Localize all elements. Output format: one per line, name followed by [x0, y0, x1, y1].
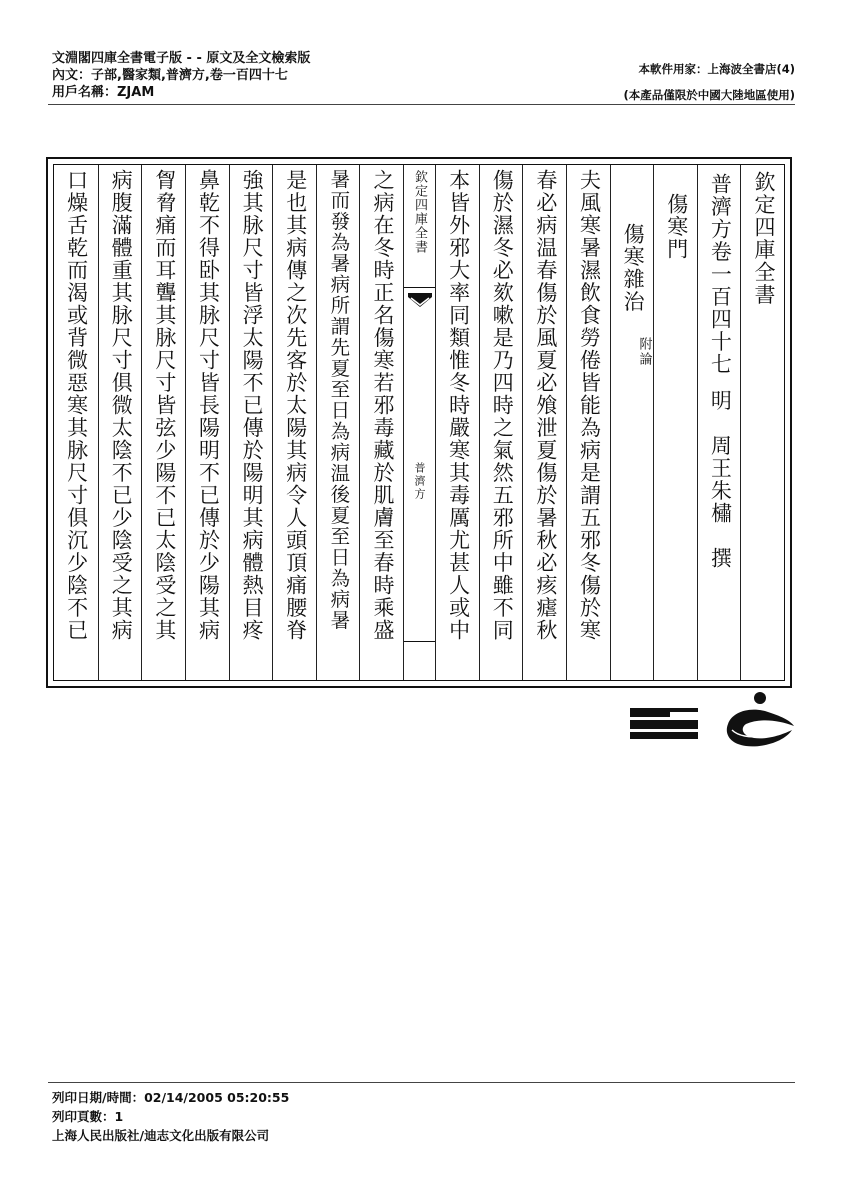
footer-info [52, 1088, 289, 1145]
banner-divider-bottom [404, 641, 435, 642]
header-info [52, 50, 310, 101]
section-column [653, 165, 697, 680]
banner-title: 欽定四庫全書 [412, 170, 427, 254]
column-text: 暑而發為暑病所謂先夏至日為病温後夏至日為病暑 [327, 169, 351, 631]
banner-book-name: 普濟方 [413, 462, 426, 501]
volume-title [698, 173, 742, 570]
logo-bars-icon [630, 708, 698, 739]
volume-name: 普濟方卷一百四十七 [708, 173, 733, 376]
column-text: 春必病温春傷於風夏必飧泄夏傷於暑秋必痎瘧秋 [533, 169, 558, 642]
subsection-column [610, 165, 654, 680]
column-text: 病腹滿體重其脉尺寸俱微太陰不已少陰受之其病 [109, 169, 134, 642]
header-license [623, 56, 795, 108]
book-title: 欽定四庫全書 [752, 171, 776, 306]
column-text: 本皆外邪大率同類惟冬時嚴寒其毒厲尤甚人或中 [446, 169, 471, 642]
header-licensee: 本軟件用家：上海波全書店(4) [638, 62, 795, 76]
text-column [54, 165, 98, 680]
header-restriction: (本產品僅限於中國大陸地區使用) [623, 88, 795, 102]
footer-divider [48, 1082, 795, 1083]
header-edition: 文淵閣四庫全書電子版 - - 原文及全文檢索版 [52, 51, 311, 66]
volume-column [697, 165, 741, 680]
text-column [316, 165, 360, 680]
page-inner-border [53, 164, 785, 681]
column-text: 口燥舌乾而渴或背微惡寒其脉尺寸俱沉少陰不已 [64, 169, 89, 642]
text-column [479, 165, 523, 680]
text-column [141, 165, 185, 680]
title-column [740, 165, 784, 680]
text-column [522, 165, 566, 680]
header-username: 用戶名稱：ZJAM [52, 85, 155, 100]
author-credit: 明 周王朱橚 撰 [708, 389, 733, 570]
subsection-title: 傷寒雜治 [621, 223, 646, 313]
publisher-logo [628, 690, 796, 750]
text-column [359, 165, 403, 680]
header-content-path: 內文：子部,醫家類,普濟方,卷一百四十七 [52, 68, 288, 83]
column-text: 是也其病傳之次先客於太陽其病令人頭頂痛腰脊 [283, 169, 308, 642]
column-text: 傷於濕冬必欬嗽是乃四時之氣然五邪所中雖不同 [490, 169, 515, 642]
text-column [435, 165, 479, 680]
column-text: 強其脉尺寸皆浮太陽不已傳於陽明其病體熱目疼 [240, 169, 265, 642]
text-column [272, 165, 316, 680]
center-banner-column [403, 165, 435, 680]
text-column [98, 165, 142, 680]
print-pages: 列印頁數：1 [52, 1109, 124, 1124]
banner-divider [404, 287, 435, 288]
print-datetime: 列印日期/時間：02/14/2005 05:20:55 [52, 1090, 290, 1105]
text-column [229, 165, 273, 680]
column-text: 夫風寒暑濕飲食勞倦皆能為病是謂五邪冬傷於寒 [577, 169, 602, 642]
fish-tail-mark-icon [408, 293, 432, 313]
section-title: 傷寒門 [664, 193, 689, 261]
column-text: 鼻乾不得卧其脉尺寸皆長陽明不已傳於少陽其病 [196, 169, 221, 642]
page-frame [46, 157, 792, 688]
logo-swirl-icon [727, 692, 794, 746]
text-column [185, 165, 229, 680]
header-divider [48, 104, 795, 105]
text-column [566, 165, 610, 680]
column-text: 胷脅痛而耳聾其脉尺寸皆弦少陽不已太陰受之其 [152, 169, 177, 642]
publisher-credit: 上海人民出版社/迪志文化出版有限公司 [52, 1128, 270, 1143]
column-text: 之病在冬時正名傷寒若邪毒藏於肌膚至春時乘盛 [371, 169, 395, 642]
subsection-note: 附論 [636, 337, 652, 367]
